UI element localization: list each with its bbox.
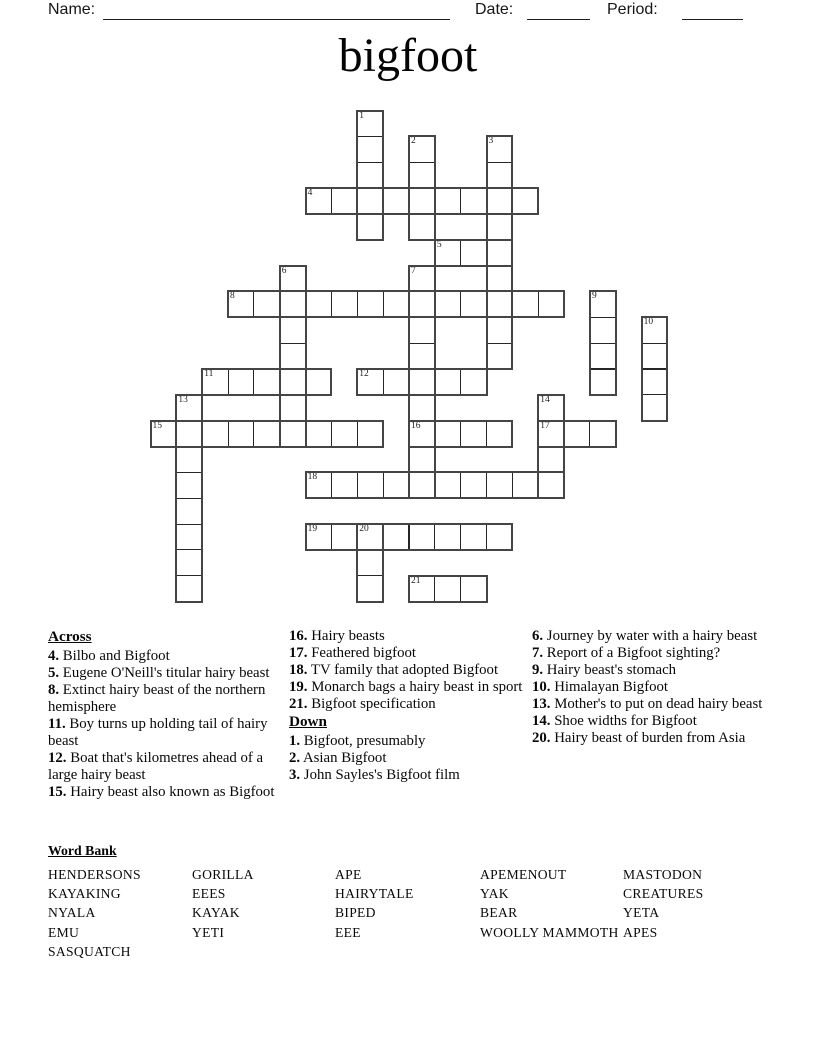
cell-number: 1	[359, 110, 365, 121]
clue	[289, 696, 531, 713]
crossword-cell[interactable]	[279, 394, 306, 421]
clue-text: Eugene O'Neill's titular hairy beast	[59, 665, 270, 681]
clue	[289, 679, 531, 696]
clue-column-3	[532, 628, 768, 747]
crossword-cell[interactable]	[279, 343, 306, 370]
clue-number: 15.	[48, 784, 67, 800]
crossword-grid	[150, 110, 670, 602]
crossword-cell[interactable]	[279, 420, 306, 447]
cell-number: 4	[307, 188, 313, 199]
crossword-cell[interactable]	[409, 575, 436, 602]
crossword-cell[interactable]	[486, 136, 513, 163]
crossword-cell[interactable]	[150, 420, 177, 447]
word-bank-word: EEE	[335, 924, 361, 940]
clue	[532, 713, 768, 730]
crossword-cell[interactable]	[434, 472, 461, 499]
clue-number: 12.	[48, 750, 67, 766]
crossword-cell[interactable]	[538, 291, 565, 318]
crossword-cell[interactable]	[486, 213, 513, 240]
word-bank-word: EMU	[48, 924, 80, 940]
crossword-cell[interactable]	[202, 420, 229, 447]
clue-number: 14.	[532, 713, 551, 729]
crossword-cell[interactable]	[357, 291, 384, 318]
crossword-cell[interactable]	[357, 472, 384, 499]
crossword-cell[interactable]	[460, 188, 487, 215]
clue-number: 3.	[289, 767, 301, 783]
word-bank-word: CREATURES	[623, 886, 704, 902]
word-bank-word: APEMENOUT	[480, 867, 567, 882]
clue	[532, 662, 768, 679]
crossword-cell[interactable]	[538, 420, 565, 447]
word-bank-word: YAK	[480, 886, 509, 902]
crossword-cell[interactable]	[512, 472, 539, 499]
clue-text: John Sayles's Bigfoot film	[300, 767, 460, 783]
word-bank-word: EEES	[192, 886, 226, 902]
clue-text: Hairy beasts	[307, 628, 385, 644]
crossword-cell[interactable]	[228, 420, 255, 447]
crossword-cell[interactable]	[176, 446, 203, 473]
crossword-cell[interactable]	[486, 343, 513, 370]
clue-number: 21.	[289, 696, 308, 712]
crossword-cell[interactable]	[486, 472, 513, 499]
crossword-cell[interactable]	[538, 446, 565, 473]
crossword-cell[interactable]	[409, 291, 436, 318]
crossword-cell[interactable]	[383, 369, 410, 396]
name-label: Name:	[48, 1, 96, 18]
crossword-cell[interactable]	[589, 343, 616, 370]
crossword-cell[interactable]	[331, 291, 358, 318]
crossword-cell[interactable]	[641, 394, 668, 421]
clue-number: 5.	[48, 665, 60, 681]
crossword-cell[interactable]	[305, 420, 332, 447]
word-bank-column-2	[192, 865, 335, 961]
clue	[48, 665, 285, 682]
clue	[48, 716, 285, 750]
cell-number: 19	[307, 524, 318, 535]
crossword-cell[interactable]	[434, 575, 461, 602]
cell-number: 11	[204, 369, 214, 379]
crossword-cell[interactable]	[253, 291, 280, 318]
crossword-cell[interactable]	[409, 472, 436, 499]
crossword-cell[interactable]	[409, 420, 436, 447]
clue-text: Hairy beast also known as Bigfoot	[66, 784, 275, 800]
crossword-cell[interactable]	[409, 524, 436, 551]
crossword-cell[interactable]	[486, 524, 513, 551]
word-bank-word: SASQUATCH	[48, 943, 131, 959]
crossword-cell[interactable]	[641, 317, 668, 344]
crossword-cell[interactable]	[409, 213, 436, 240]
clue-number: 20.	[532, 730, 551, 746]
crossword-cell[interactable]	[305, 188, 332, 215]
word-bank-word: APES	[623, 924, 658, 940]
clue-number: 10.	[532, 679, 551, 695]
clue	[289, 733, 531, 750]
crossword-cell[interactable]	[279, 265, 306, 292]
crossword-cell[interactable]	[357, 549, 384, 576]
crossword-cell[interactable]	[383, 188, 410, 215]
crossword-cell[interactable]	[512, 188, 539, 215]
crossword-cell[interactable]	[486, 317, 513, 344]
cell-number: 2	[411, 136, 416, 147]
clue-text: Report of a Bigfoot sighting?	[543, 645, 721, 661]
cell-number: 17	[540, 420, 550, 431]
crossword-cell[interactable]	[589, 369, 616, 396]
clue-text: Boy turns up holding tail of hairy beast	[48, 716, 268, 749]
crossword-cell[interactable]	[331, 420, 358, 447]
crossword-cell[interactable]	[409, 136, 436, 163]
crossword-cell[interactable]	[228, 369, 255, 396]
clue-number: 2.	[289, 750, 301, 766]
clue	[289, 750, 531, 767]
crossword-cell[interactable]	[434, 524, 461, 551]
word-bank-word: MASTODON	[623, 867, 703, 882]
word-bank-word: YETA	[623, 905, 660, 921]
crossword-cell[interactable]	[486, 239, 513, 266]
word-bank-word: HENDERSONS	[48, 867, 141, 882]
crossword-cell[interactable]	[434, 239, 461, 266]
clue-column-2	[289, 628, 531, 784]
puzzle-title: bigfoot	[338, 29, 478, 82]
crossword-cell[interactable]	[409, 394, 436, 421]
word-bank-column-5	[623, 865, 763, 961]
crossword-cell[interactable]	[357, 188, 384, 215]
clue-number: 19.	[289, 679, 308, 695]
crossword-cell[interactable]	[383, 472, 410, 499]
word-bank-column-1	[48, 865, 192, 961]
crossword-cell[interactable]	[409, 343, 436, 370]
crossword-cell[interactable]	[538, 394, 565, 421]
name-input-line[interactable]	[103, 2, 450, 20]
crossword-cell[interactable]	[512, 291, 539, 318]
crossword-cell[interactable]	[409, 265, 436, 292]
clue	[289, 645, 531, 662]
clue-text: Hairy beast's stomach	[543, 662, 677, 678]
word-bank-columns	[48, 865, 778, 961]
crossword-cell[interactable]	[486, 291, 513, 318]
clue-text: Asian Bigfoot	[300, 750, 387, 766]
crossword-cell[interactable]	[357, 524, 384, 551]
cell-number: 18	[307, 472, 318, 483]
clue	[532, 628, 768, 645]
crossword-cell[interactable]	[486, 188, 513, 215]
crossword-cell[interactable]	[357, 213, 384, 240]
crossword-cell[interactable]	[409, 369, 436, 396]
clue-text: TV family that adopted Bigfoot	[307, 662, 499, 678]
clues-heading-down: Down	[289, 713, 327, 730]
crossword-cell[interactable]	[641, 369, 668, 396]
crossword-cell[interactable]	[460, 420, 487, 447]
crossword-cell[interactable]	[434, 420, 461, 447]
clue-text: Monarch bags a hairy beast in sport	[307, 679, 523, 695]
crossword-cell[interactable]	[409, 317, 436, 344]
crossword-cell[interactable]	[409, 188, 436, 215]
crossword-cell[interactable]	[460, 472, 487, 499]
clue-number: 13.	[532, 696, 551, 712]
clue-number: 17.	[289, 645, 308, 661]
clue-column-1	[48, 628, 285, 801]
crossword-cell[interactable]	[176, 472, 203, 499]
word-bank-word: YETI	[192, 924, 225, 940]
crossword-cell[interactable]	[305, 524, 332, 551]
crossword-cell[interactable]	[357, 369, 384, 396]
word-bank-column-3	[335, 865, 480, 961]
crossword-cell[interactable]	[253, 420, 280, 447]
word-bank-word: WOOLLY MAMMOTH	[480, 924, 619, 940]
clue	[532, 696, 768, 713]
crossword-cell[interactable]	[305, 291, 332, 318]
clue	[48, 750, 285, 784]
clue-text: Bigfoot, presumably	[300, 733, 426, 749]
clue-number: 18.	[289, 662, 308, 678]
crossword-cell[interactable]	[279, 317, 306, 344]
crossword-cell[interactable]	[305, 472, 332, 499]
word-bank-column-4	[480, 865, 623, 961]
crossword-cell[interactable]	[176, 575, 203, 602]
period-label: Period:	[607, 1, 658, 18]
crossword-cell[interactable]	[434, 188, 461, 215]
clue-text: Boat that's kilometres ahead of a large hairy beast	[48, 750, 264, 783]
crossword-cell[interactable]	[176, 420, 203, 447]
crossword-cell[interactable]	[641, 343, 668, 370]
crossword-cell[interactable]	[589, 317, 616, 344]
period-input-line[interactable]	[682, 2, 743, 20]
cell-number: 9	[591, 291, 597, 302]
crossword-cell[interactable]	[409, 162, 436, 189]
word-bank-word: HAIRYTALE	[335, 886, 414, 902]
crossword-cell[interactable]	[357, 575, 384, 602]
clue-number: 4.	[48, 648, 60, 664]
date-label: Date:	[475, 1, 514, 18]
word-bank-word: BEAR	[480, 905, 518, 921]
crossword-cell[interactable]	[409, 446, 436, 473]
crossword-cell[interactable]	[279, 291, 306, 318]
crossword-cell[interactable]	[357, 136, 384, 163]
clue-number: 8.	[48, 682, 60, 698]
clue-number: 1.	[289, 733, 301, 749]
clue-text: Himalayan Bigfoot	[550, 679, 669, 695]
crossword-cell[interactable]	[176, 498, 203, 525]
clue	[532, 679, 768, 696]
word-bank	[48, 843, 778, 961]
cell-number: 8	[230, 291, 235, 302]
cell-number: 3	[488, 136, 494, 147]
word-bank-word: NYALA	[48, 905, 96, 921]
cell-number: 10	[643, 317, 654, 328]
clue-text: Mother's to put on dead hairy beast	[550, 696, 763, 712]
crossword-cell[interactable]	[331, 472, 358, 499]
crossword-cell[interactable]	[331, 188, 358, 215]
clue	[289, 628, 531, 645]
clues-heading-across: Across	[48, 628, 92, 645]
crossword-cell[interactable]	[176, 394, 203, 421]
crossword-cell[interactable]	[279, 369, 306, 396]
cell-number: 20	[359, 524, 369, 535]
crossword-cell[interactable]	[538, 472, 565, 499]
cell-number: 21	[411, 575, 421, 586]
cell-number: 6	[281, 265, 287, 276]
crossword-cell[interactable]	[460, 369, 487, 396]
date-input-line[interactable]	[527, 2, 590, 20]
crossword-cell[interactable]	[176, 549, 203, 576]
crossword-cell[interactable]	[589, 420, 616, 447]
clue-text: Bilbo and Bigfoot	[59, 648, 170, 664]
cell-number: 7	[411, 265, 416, 276]
clue	[289, 767, 531, 784]
clue-text: Feathered bigfoot	[307, 645, 416, 661]
clue-number: 11.	[48, 716, 66, 732]
word-bank-word: APE	[335, 867, 362, 882]
clue-text: Bigfoot specification	[307, 696, 436, 712]
clue	[532, 730, 768, 747]
crossword-cell[interactable]	[176, 524, 203, 551]
crossword-cell[interactable]	[564, 420, 591, 447]
word-bank-word: GORILLA	[192, 867, 254, 882]
clue	[289, 662, 531, 679]
clue	[48, 648, 285, 665]
crossword-cell[interactable]	[228, 291, 255, 318]
crossword-cell[interactable]	[253, 369, 280, 396]
clue-text: Extinct hairy beast of the northern hemisphere	[48, 682, 266, 715]
cell-number: 16	[411, 420, 421, 431]
crossword-cell[interactable]	[460, 239, 487, 266]
crossword-cell[interactable]	[331, 524, 358, 551]
crossword-cell[interactable]	[486, 420, 513, 447]
word-bank-word: KAYAK	[192, 905, 240, 921]
crossword-cell[interactable]	[383, 291, 410, 318]
word-bank-word: BIPED	[335, 905, 376, 921]
cell-number: 13	[178, 394, 188, 405]
crossword-cell[interactable]	[383, 524, 410, 551]
clue-number: 7.	[532, 645, 544, 661]
clue	[532, 645, 768, 662]
clue-number: 6.	[532, 628, 544, 644]
crossword-cell[interactable]	[305, 369, 332, 396]
word-bank-word: KAYAKING	[48, 886, 121, 902]
word-bank-heading: Word Bank	[48, 843, 117, 858]
cell-number: 14	[540, 394, 550, 405]
crossword-cell[interactable]	[434, 291, 461, 318]
clue	[48, 682, 285, 716]
crossword-cell[interactable]	[589, 291, 616, 318]
clue-number: 9.	[532, 662, 544, 678]
cell-number: 5	[436, 239, 442, 250]
clue	[48, 784, 285, 801]
crossword-cell[interactable]	[434, 369, 461, 396]
crossword-cell[interactable]	[357, 110, 384, 137]
crossword-cell[interactable]	[460, 291, 487, 318]
crossword-cell[interactable]	[357, 162, 384, 189]
crossword-cell[interactable]	[460, 575, 487, 602]
crossword-cell[interactable]	[460, 524, 487, 551]
clue-number: 16.	[289, 628, 308, 644]
clue-text: Journey by water with a hairy beast	[543, 628, 758, 644]
crossword-cell[interactable]	[486, 162, 513, 189]
cell-number: 12	[359, 369, 369, 379]
crossword-cell[interactable]	[486, 265, 513, 292]
clue-text: Shoe widths for Bigfoot	[550, 713, 697, 729]
crossword-cell[interactable]	[357, 420, 384, 447]
clue-text: Hairy beast of burden from Asia	[550, 730, 746, 746]
cell-number: 15	[152, 420, 162, 431]
crossword-cell[interactable]	[202, 369, 229, 396]
